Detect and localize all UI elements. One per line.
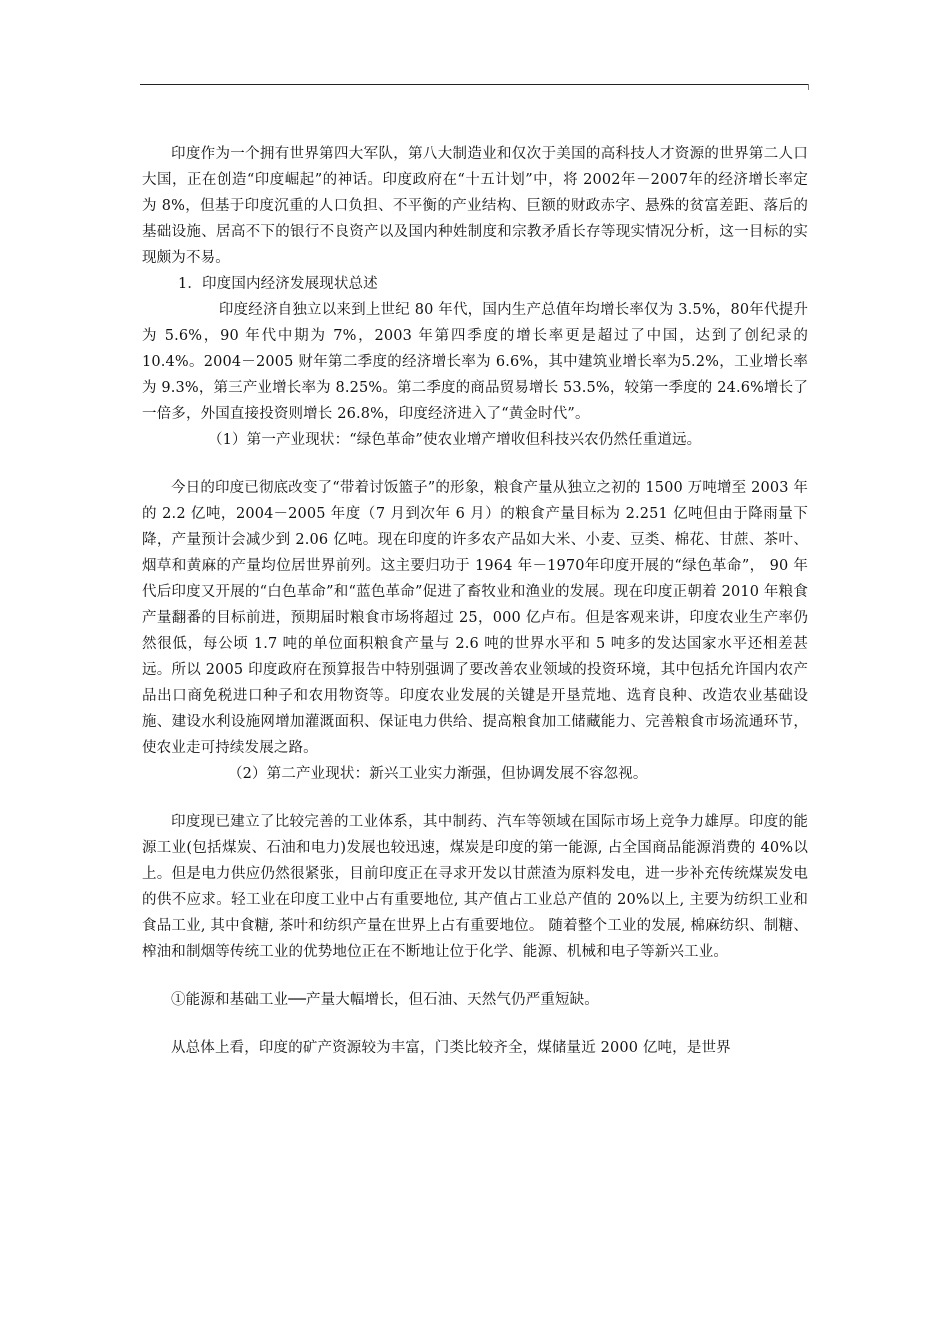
header-tick-mark bbox=[808, 84, 809, 90]
subsection-2a-heading: ①能源和基础工业──产量大幅增长，但石油、天然气仍严重短缺。 bbox=[171, 992, 599, 1008]
section-1-paragraph: 印度经济自独立以来到上世纪 80 年代，国内生产总值年均增长率仅为 3.5%，80年代提升为 5.6%，90 年代中期为 7%，2003 年第四季度的增长率更是超过了中国，达到了创纪录的 10.4%。2004－2005 财年第二季度的经济增长率为 6.6%，其中建筑业增长率为5.2%，工业增长率为 9.3%，第三产业增长率为 8.25%。第二季度的商品贸易增长 53.5%，较第一季度的 24.6%增长了一倍多，外国直接投资则增长 26.8%，印度经济进入了“黄金时代”。 bbox=[142, 302, 808, 422]
subsection-2-paragraph: 印度现已建立了比较完善的工业体系，其中制药、汽车等领域在国际市场上竞争力雄厚。印度的能源工业(包括煤炭、石油和电力)发展也较迅速，煤炭是印度的第一能源, 占全国商品能源消费的 40%以上。但是电力供应仍然很紧张，目前印度正在寻求开发以甘蔗渣为原料发电，进一步补充传统煤炭发电的供不应求。轻工业在印度工业中占有重要地位, 其产值占工业总产值的 20%以上, 主要为纺织工业和食品工业, 其中食糖, 茶叶和纺织产量在世界上占有重要地位。 随着整个工业的发展, 棉麻纺织、制糖、榨油和制烟等传统工业的优势地位正在不断地让位于化学、能源、机械和电子等新兴工业。 bbox=[142, 814, 808, 960]
intro-paragraph: 印度作为一个拥有世界第四大军队，第八大制造业和仅次于美国的高科技人才资源的世界第二人口大国，正在创造“印度崛起”的神话。印度政府在“十五计划”中，将 2002年－2007年的经济增长率定为 8%，但基于印度沉重的人口负担、不平衡的产业结构、巨额的财政赤字、悬殊的贫富差距、落后的基础设施、居高不下的银行不良资产以及国内种姓制度和宗教矛盾长存等现实情况分析，这一目标的实现颇为不易。 bbox=[142, 146, 808, 266]
subsection-2-heading: （2）第二产业现状：新兴工业实力渐强，但协调发展不容忽视。 bbox=[228, 766, 648, 782]
subsection-1-paragraph: 今日的印度已彻底改变了“带着讨饭篮子”的形象，粮食产量从独立之初的 1500 万吨增至 2003 年的 2.2 亿吨，2004－2005 年度（7 月到次年 6 月）的粮食产量目标为 2.251 亿吨但由于降雨量下降，产量预计会减少到 2.06 亿吨。现在印度的许多农产品如大米、小麦、豆类、棉花、甘蔗、茶叶、烟草和黄麻的产量均位居世界前列。这主要归功于 1964 年－1970年印度开展的“绿色革命”， 90 年代后印度又开展的“白色革命”和“蓝色革命”促进了畜牧业和渔业的发展。现在印度正朝着 2010 年粮食产量翻番的目标前进，预期届时粮食市场将超过 25，000 亿卢布。但是客观来讲，印度农业生产率仍然很低，每公顷 1.7 吨的单位面积粮食产量与 2.6 吨的世界水平和 5 吨多的发达国家水平还相差甚远。所以 2005 印度政府在预算报告中特别强调了要改善农业领域的投资环境，其中包括允许国内农产品出口商免税进口种子和农用物资等。印度农业发展的关键是开垦荒地、选育良种、改造农业基础设施、建设水利设施网增加灌溉面积、保证电力供给、提高粮食加工储藏能力、完善粮食市场流通环节，使农业走可持续发展之路。 bbox=[142, 480, 808, 756]
subsection-1-heading: （1）第一产业现状：“绿色革命”使农业增产增收但科技兴农仍然任重道远。 bbox=[208, 432, 702, 448]
header-rule bbox=[140, 84, 808, 85]
document-body bbox=[142, 141, 808, 1061]
section-1-heading: 1．印度国内经济发展现状总述 bbox=[178, 276, 378, 292]
subsection-2a-paragraph: 从总体上看，印度的矿产资源较为丰富，门类比较齐全，煤储量近 2000 亿吨，是世界 bbox=[171, 1040, 731, 1056]
